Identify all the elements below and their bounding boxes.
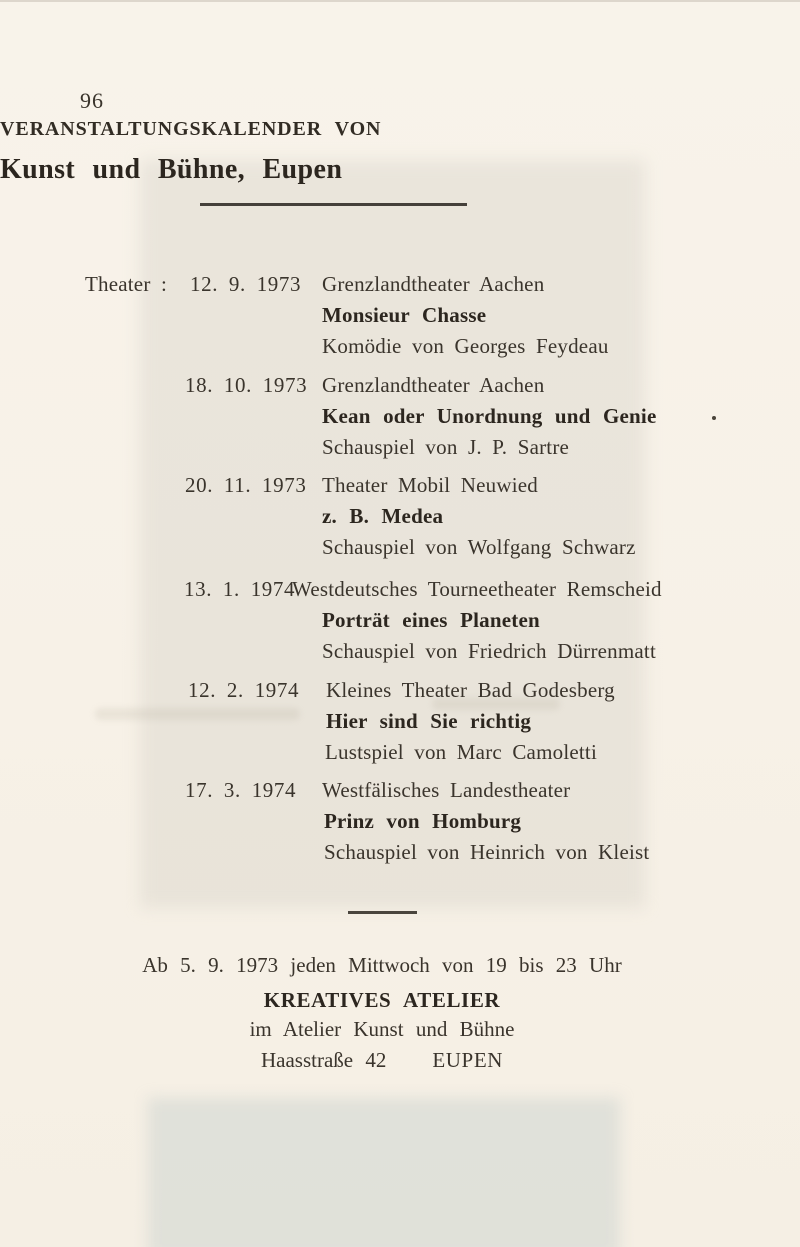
event-byline: Schauspiel von J. P. Sartre: [322, 435, 570, 459]
event-play-title: Porträt eines Planeten: [322, 608, 540, 632]
event-venue: Theater Mobil Neuwied: [322, 473, 538, 497]
event-play-title: Kean oder Unordnung und Genie: [322, 404, 657, 428]
event-byline: Schauspiel von Heinrich von Kleist: [324, 840, 650, 864]
event-date: 12. 9. 1973: [190, 272, 302, 296]
event-byline: Lustspiel von Marc Camoletti: [325, 740, 597, 764]
event-venue: Westfälisches Landestheater: [322, 778, 571, 802]
event-venue: Grenzlandtheater Aachen: [322, 373, 545, 397]
event-play-title: Monsieur Chasse: [322, 303, 487, 327]
atelier-schedule-line: Ab 5. 9. 1973 jeden Mittwoch von 19 bis 23 Uhr: [142, 953, 622, 977]
event-venue: Westdeutsches Tourneetheater Remscheid: [292, 577, 662, 601]
event-venue: Grenzlandtheater Aachen: [322, 272, 545, 296]
event-play-title: z. B. Medea: [322, 504, 444, 528]
event-date: 18. 10. 1973: [185, 373, 308, 397]
paper-bleedthrough-artifact-bottom: [148, 1098, 620, 1247]
section-divider-rule: [348, 911, 417, 914]
section-label: Theater :: [85, 272, 168, 296]
event-entry: [0, 778, 800, 874]
event-byline: Schauspiel von Wolfgang Schwarz: [322, 535, 636, 559]
address-city: EUPEN: [432, 1048, 504, 1072]
page-title: Kunst und Bühne, Eupen: [0, 154, 343, 185]
event-byline: Schauspiel von Friedrich Dürrenmatt: [322, 639, 657, 663]
event-date: 13. 1. 1974: [184, 577, 296, 601]
event-date: 20. 11. 1973: [185, 473, 307, 497]
event-venue: Kleines Theater Bad Godesberg: [326, 678, 615, 702]
event-byline: Komödie von Georges Feydeau: [322, 334, 609, 358]
event-entry: [0, 373, 800, 469]
event-entry: [0, 678, 800, 774]
address-street: Haasstraße 42: [260, 1048, 387, 1072]
event-play-title: Prinz von Homburg: [324, 809, 522, 833]
event-entry: [0, 272, 800, 368]
atelier-title: KREATIVES ATELIER: [263, 988, 501, 1012]
page-top-edge-shadow: [0, 0, 800, 2]
page-number: 96: [80, 88, 104, 113]
title-underline: [200, 203, 467, 206]
event-date: 12. 2. 1974: [188, 678, 300, 702]
event-play-title: Hier sind Sie richtig: [326, 709, 532, 733]
atelier-address-line: [0, 1048, 764, 1073]
header-kicker: VERANSTALTUNGSKALENDER VON: [0, 118, 382, 140]
atelier-venue-line: im Atelier Kunst und Bühne: [249, 1017, 515, 1041]
event-entry: [0, 473, 800, 569]
event-entry: [0, 577, 800, 673]
event-date: 17. 3. 1974: [185, 778, 297, 802]
